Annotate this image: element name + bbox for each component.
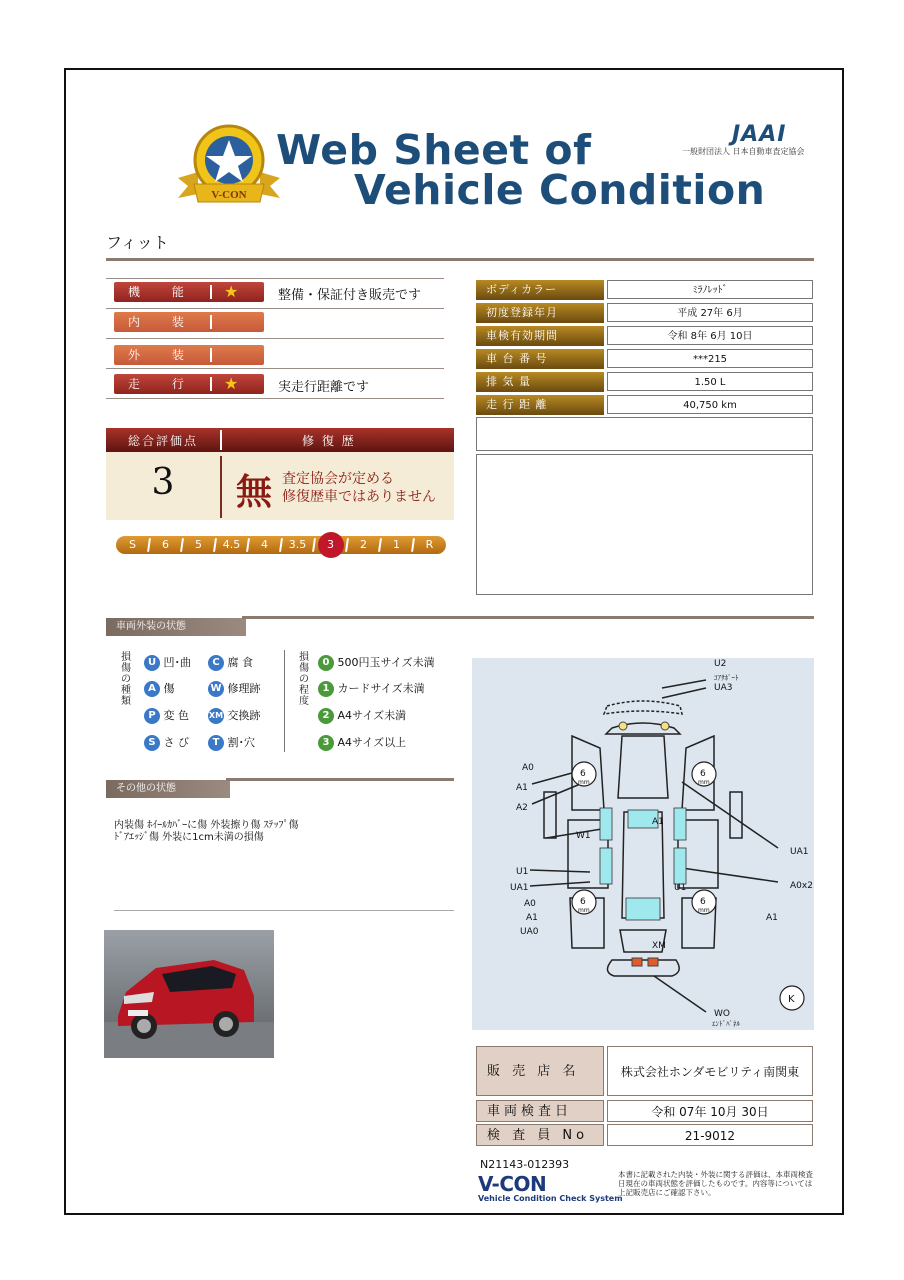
svg-text:A0: A0 <box>522 763 534 773</box>
svg-text:6: 6 <box>580 769 586 779</box>
exterior-section-title: 車両外装の状態 <box>106 618 246 636</box>
title-line-1: Web Sheet of <box>276 126 592 174</box>
score-scale <box>116 536 446 554</box>
repair-text-1: 査定協会が定める <box>282 471 394 487</box>
svg-text:UA1: UA1 <box>790 847 809 857</box>
shop-value: 株式会社ホンダモビリティ南関東 <box>607 1046 813 1096</box>
spec-value: 平成 27年 6月 <box>607 303 813 322</box>
score-header: 総合評価点 修 復 歴 <box>106 428 454 452</box>
jaai-logo: JAAI <box>732 122 787 147</box>
damage-type-label: 損傷の種類 <box>121 652 131 707</box>
score-value: 3 <box>151 462 175 503</box>
damage-type-w: W 修理跡 <box>208 680 261 697</box>
spec-value: 40,750 km <box>607 395 813 414</box>
inspection-date-value: 令和 07年 10月 30日 <box>607 1100 813 1122</box>
damage-degree-3: 3 A4サイズ以上 <box>318 734 406 751</box>
rating-function-text: 整備・保証付き販売です <box>278 288 422 303</box>
damage-type-p: P 変 色 <box>144 707 189 724</box>
spec-label: ボディカラー <box>476 280 604 300</box>
scale-step-6: 6 <box>162 538 169 551</box>
svg-text:WO: WO <box>714 1009 730 1019</box>
damage-type-xm: XM 交換跡 <box>208 709 261 722</box>
spec-label: 走 行 距 離 <box>476 395 604 415</box>
badge-text: V-CON <box>211 189 247 201</box>
scale-step-S: S <box>129 538 136 551</box>
svg-text:K: K <box>788 994 795 1005</box>
vehicle-photo <box>104 930 274 1058</box>
divider <box>106 258 814 261</box>
spec-value: 1.50 L <box>607 372 813 391</box>
damage-type-a: A 傷 <box>144 680 175 697</box>
other-line-2: ﾄﾞｱｴｯｼﾞ傷 外装に1cm未満の損傷 <box>114 832 264 843</box>
damage-type-c: C 腐 食 <box>208 654 253 671</box>
svg-text:A0: A0 <box>524 899 536 909</box>
other-section-title: その他の状態 <box>106 780 230 798</box>
repair-text-2: 修復歴車ではありません <box>282 489 436 505</box>
scale-step-4: 4 <box>261 538 268 551</box>
damage-type-t: T 割･穴 <box>208 734 255 751</box>
svg-text:mm: mm <box>578 779 590 786</box>
disclaimer: 本書に記載された内装・外装に関する評価は、本車両検査日現在の車両状態を評価したものです。内容等については上記販売店にご確認下さい。 <box>618 1170 813 1197</box>
svg-text:A2: A2 <box>516 803 528 813</box>
car-outline-diagram <box>472 658 814 1030</box>
spec-label: 車 台 番 号 <box>476 349 604 369</box>
svg-text:XM: XM <box>652 941 666 951</box>
star-icon: ★ <box>224 282 239 301</box>
damage-degree-2: 2 A4サイズ未満 <box>318 707 406 724</box>
svg-text:mm: mm <box>578 907 590 914</box>
svg-text:mm: mm <box>698 907 710 914</box>
title-line-2: Vehicle Condition <box>354 166 766 214</box>
svg-text:UA1: UA1 <box>510 883 529 893</box>
model-name: フィット <box>106 233 169 252</box>
notes-box <box>476 417 813 451</box>
rating-mileage-text: 実走行距離です <box>278 380 370 395</box>
scale-step-3.5: 3.5 <box>288 538 307 551</box>
shop-label: 販 売 店 名 <box>476 1046 604 1096</box>
vcon-logo-sub: Vehicle Condition Check System <box>478 1194 623 1203</box>
scale-step-1: 1 <box>393 538 400 551</box>
scale-step-5: 5 <box>195 538 202 551</box>
svg-text:ｺｱｻﾎﾟｰﾄ: ｺｱｻﾎﾟｰﾄ <box>714 674 739 682</box>
svg-text:UA3: UA3 <box>714 683 733 693</box>
sheet-code: N21143-012393 <box>480 1158 570 1171</box>
org-name: 一般財団法人 日本自動車査定協会 <box>682 147 805 156</box>
diag-label: U2 <box>714 659 727 669</box>
svg-text:U1: U1 <box>674 883 687 893</box>
damage-degree-1: 1 カードサイズ未満 <box>318 680 425 697</box>
other-line-1: 内装傷 ﾎｲｰﾙｶﾊﾞｰに傷 外装擦り傷 ｽﾃｯﾌﾟ傷 <box>114 820 299 831</box>
inspector-value: 21-9012 <box>607 1124 813 1146</box>
damage-degree-0: 0 500円玉サイズ未満 <box>318 654 435 671</box>
svg-text:A0x2: A0x2 <box>790 881 813 891</box>
damage-type-u: U 凹･曲 <box>144 654 191 671</box>
spec-label: 排 気 量 <box>476 372 604 392</box>
inspector-label: 検 査 員 No <box>476 1124 604 1146</box>
spec-label: 初度登録年月 <box>476 303 604 323</box>
svg-text:U1: U1 <box>516 867 529 877</box>
svg-text:A1: A1 <box>526 913 538 923</box>
damage-diagram <box>472 658 814 1030</box>
scale-step-4.5: 4.5 <box>222 538 241 551</box>
spec-value: 令和 8年 6月 10日 <box>607 326 813 345</box>
rating-exterior: 外 装 <box>114 345 264 365</box>
inspection-date-label: 車両検査日 <box>476 1100 604 1122</box>
svg-text:mm: mm <box>698 779 710 786</box>
star-icon: ★ <box>224 374 239 393</box>
spec-label: 車検有効期間 <box>476 326 604 346</box>
svg-text:6: 6 <box>700 769 706 779</box>
svg-text:UA0: UA0 <box>520 927 539 937</box>
svg-text:W1: W1 <box>576 831 591 841</box>
scale-tick <box>312 538 316 552</box>
rating-mileage: 走 行 ★ <box>114 374 264 394</box>
notes-box-large <box>476 454 813 595</box>
svg-text:ｴﾝﾄﾞﾊﾟﾈﾙ: ｴﾝﾄﾞﾊﾟﾈﾙ <box>712 1020 740 1028</box>
scale-step-2: 2 <box>360 538 367 551</box>
rating-interior: 内 装 <box>114 312 264 332</box>
damage-degree-label: 損傷の程度 <box>299 652 309 707</box>
svg-text:A1: A1 <box>652 817 664 827</box>
condition-sheet <box>64 68 844 1215</box>
svg-text:A1: A1 <box>516 783 528 793</box>
scale-step-3: 3 <box>318 532 344 558</box>
rating-function: 機 能 ★ <box>114 282 264 302</box>
vcon-badge-icon <box>174 124 284 210</box>
vcon-logo: V-CON <box>478 1172 547 1196</box>
scale-step-R: R <box>425 538 434 551</box>
svg-text:6: 6 <box>580 897 586 907</box>
svg-text:A1: A1 <box>766 913 778 923</box>
spec-value: ﾐﾗﾉﾚｯﾄﾞ <box>607 280 813 299</box>
svg-text:6: 6 <box>700 897 706 907</box>
repair-mark: 無 <box>236 471 273 513</box>
damage-type-s: S さ び <box>144 734 189 751</box>
spec-value: ***215 <box>607 349 813 368</box>
